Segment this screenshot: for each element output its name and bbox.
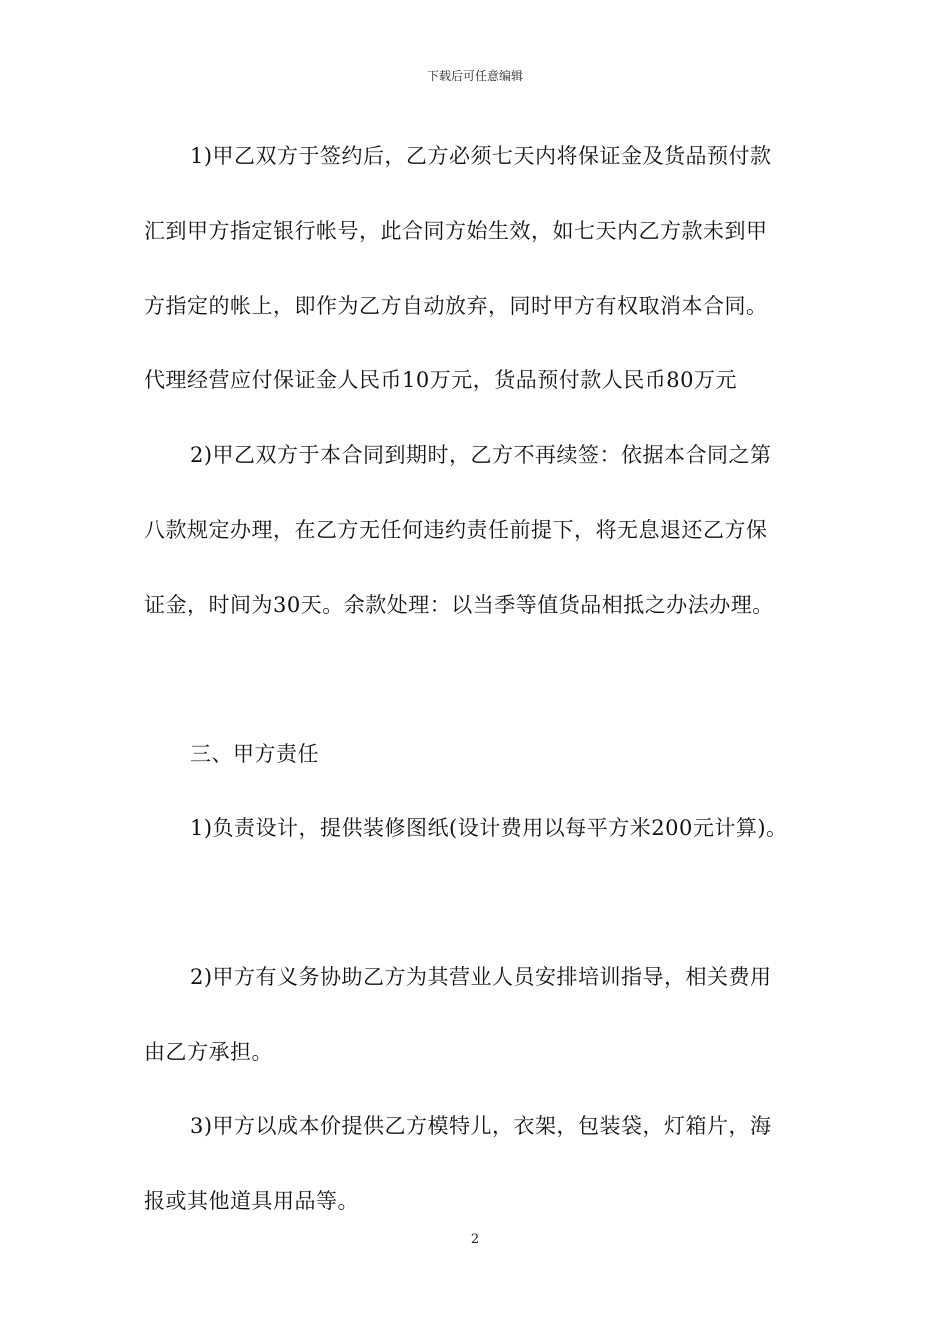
- paragraph-line: 1)负责设计，提供装修图纸(设计费用以每平方米200元计算)。: [190, 816, 788, 840]
- paragraph-line: 证金，时间为30天。余款处理：以当季等值货品相抵之办法办理。: [144, 593, 774, 617]
- paragraph-line: 八款规定办理，在乙方无任何违约责任前提下，将无息退还乙方保: [144, 518, 768, 542]
- paragraph-line: 2)甲方有义务协助乙方为其营业人员安排培训指导，相关费用: [190, 965, 772, 989]
- paragraph-line: 由乙方承担。: [144, 1040, 273, 1064]
- paragraph-line: 代理经营应付保证金人民币10万元，货品预付款人民币80万元: [144, 368, 737, 392]
- paragraph-line: 汇到甲方指定银行帐号，此合同方始生效，如七天内乙方款未到甲: [144, 219, 768, 243]
- page-header: 下载后可任意编辑: [426, 69, 523, 83]
- paragraph-line: 1)甲乙双方于签约后，乙方必须七天内将保证金及货品预付款: [190, 144, 772, 168]
- paragraph-line: 方指定的帐上，即作为乙方自动放弃，同时甲方有权取消本合同。: [144, 294, 768, 318]
- page-number: 2: [470, 1232, 480, 1247]
- section-heading: 三、甲方责任: [190, 742, 319, 766]
- paragraph-line: 报或其他道具用品等。: [144, 1189, 359, 1213]
- paragraph-line: 2)甲乙双方于本合同到期时，乙方不再续签：依据本合同之第: [190, 443, 772, 467]
- paragraph-line: 3)甲方以成本价提供乙方模特儿，衣架，包装袋，灯箱片，海: [190, 1114, 772, 1138]
